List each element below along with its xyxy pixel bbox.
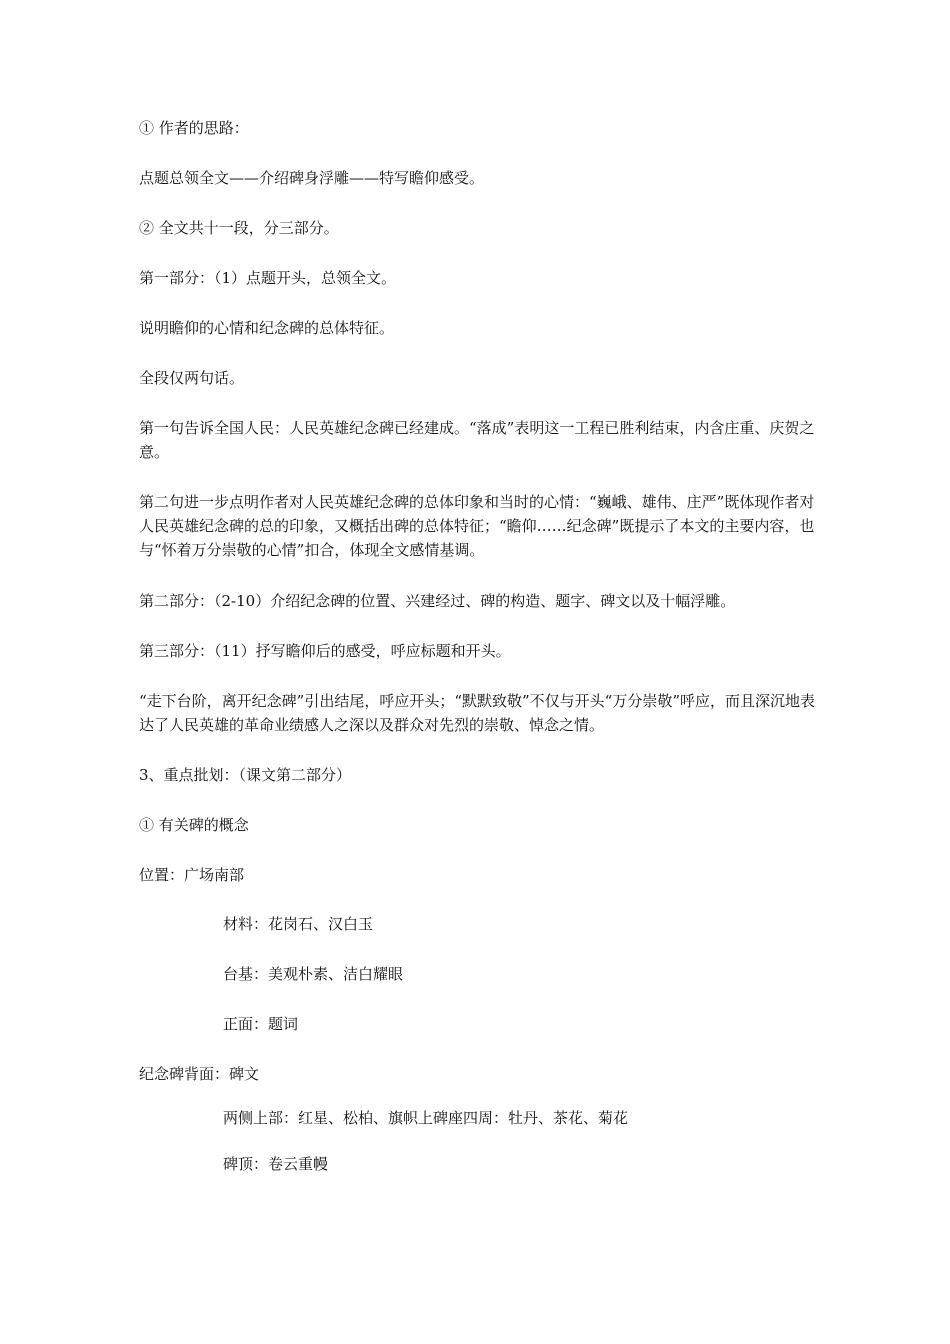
monument-material: 材料：花岗石、汉白玉: [223, 915, 374, 933]
ending-analysis: “走下台阶，离开纪念碑”引出结尾，呼应开头；“默默致敬”不仅与开头“万分崇敬”呼应，而且深沉地表达了人民英雄的革命业绩感人之深以及群众对先烈的崇敬、悼念之情。: [139, 692, 816, 734]
monument-front: 正面：题词: [223, 1015, 299, 1033]
part-one-desc: 说明瞻仰的心情和纪念碑的总体特征。: [139, 319, 395, 337]
first-sentence-analysis: 第一句告诉全国人民：人民英雄纪念碑已经建成。“落成”表明这一工程已胜利结束，内含庄重、庆贺之意。: [139, 419, 815, 461]
key-points-heading: 3、重点批划：（课文第二部分）: [139, 766, 352, 784]
part-three-title: 第三部分：（11）抒写瞻仰后的感受，呼应标题和开头。: [139, 642, 511, 660]
part-one-note: 全段仅两句话。: [139, 369, 245, 387]
monument-sides: 两侧上部：红星、松柏、旗帜上碑座四周：牡丹、茶花、菊花: [223, 1109, 629, 1127]
structure-heading: ② 全文共十一段，分三部分。: [139, 219, 339, 237]
second-sentence-analysis: 第二句进一步点明作者对人民英雄纪念碑的总体印象和当时的心情：“巍峨、雄伟、庄严”既体现作者对人民英雄纪念碑的总的印象，又概括出碑的总体特征；“瞻仰……纪念碑”既提示了本文的主要内容，也与“怀着万分崇敬的心情”扣合，体现全文感情基调。: [139, 493, 815, 559]
author-idea-text: 点题总领全文——介绍碑身浮雕——特写瞻仰感受。: [139, 169, 485, 187]
monument-concept-heading: ① 有关碑的概念: [139, 816, 249, 834]
part-two-title: 第二部分：（2-10）介绍纪念碑的位置、兴建经过、碑的构造、题字、碑文以及十幅浮雕。: [139, 592, 736, 610]
monument-back: 纪念碑背面：碑文: [139, 1065, 260, 1083]
author-idea-heading: ① 作者的思路：: [139, 119, 249, 137]
part-one-title: 第一部分：（1）点题开头，总领全文。: [139, 269, 397, 287]
monument-top: 碑顶：卷云重幔: [223, 1155, 329, 1173]
monument-position: 位置：广场南部: [139, 866, 245, 884]
monument-base: 台基：美观朴素、洁白耀眼: [223, 965, 404, 983]
